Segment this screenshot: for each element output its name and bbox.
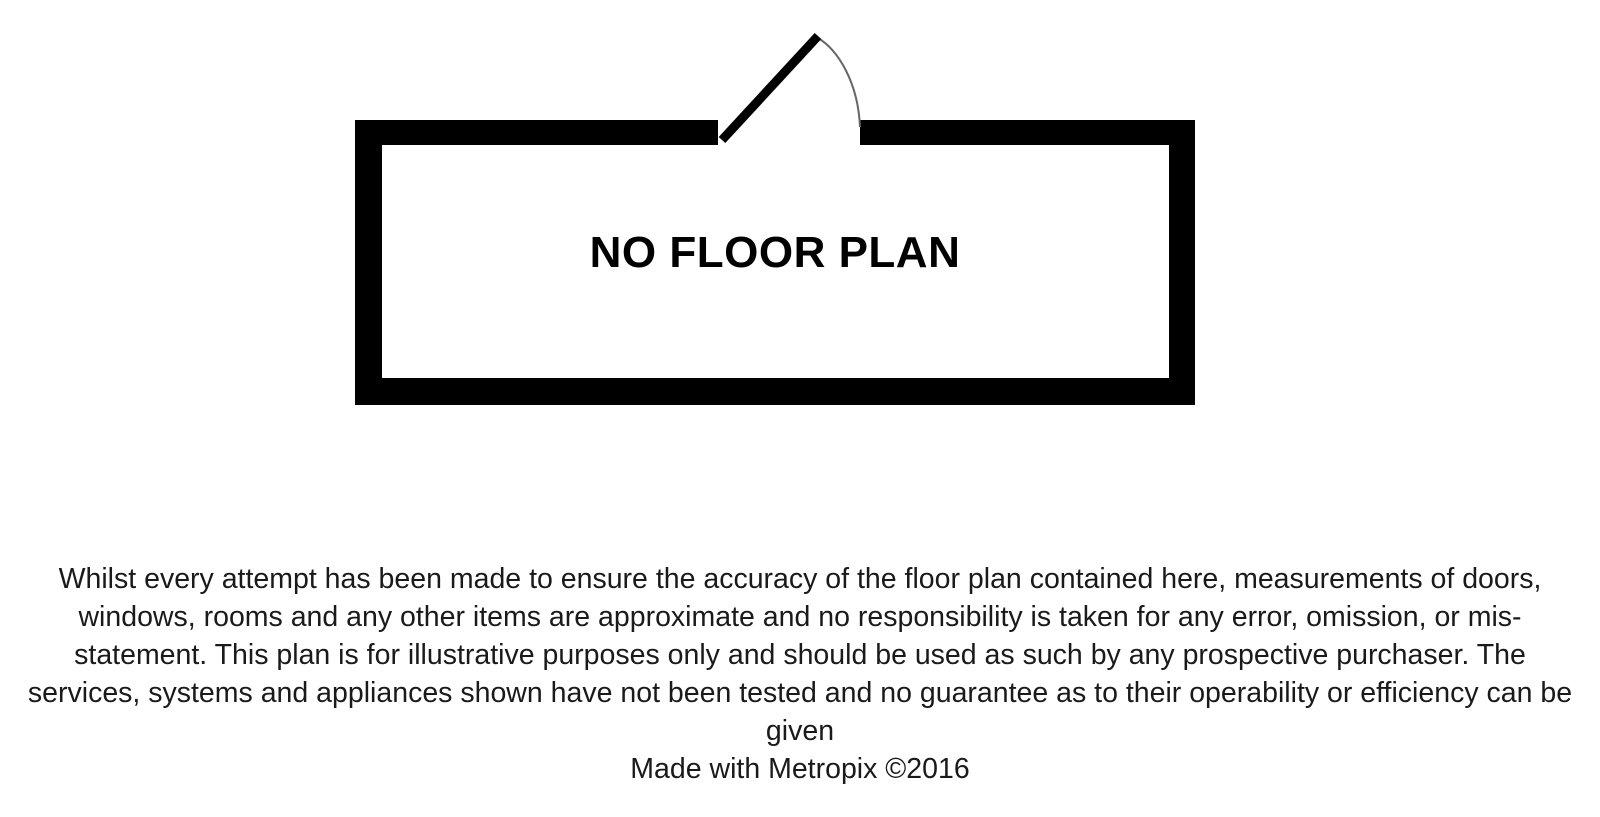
footer-block: [0, 560, 1600, 817]
no-floor-plan-label: NO FLOOR PLAN: [589, 228, 961, 277]
disclaimer-text: Whilst every attempt has been made to ensure the accuracy of the floor plan contained here, measurements of doors, windows, rooms and any other items are approximate and no responsibility is taken for any error, omission, or mis-statement. This plan is for illustrative purposes only and should be used as such by any prospective purchaser. The services, systems and appliances shown have not been tested and no guarantee as to their operability or efficiency can be given: [27, 563, 1573, 747]
credit-text: Made with Metropix ©2016: [630, 753, 970, 785]
door-swing-arc: [818, 38, 860, 127]
